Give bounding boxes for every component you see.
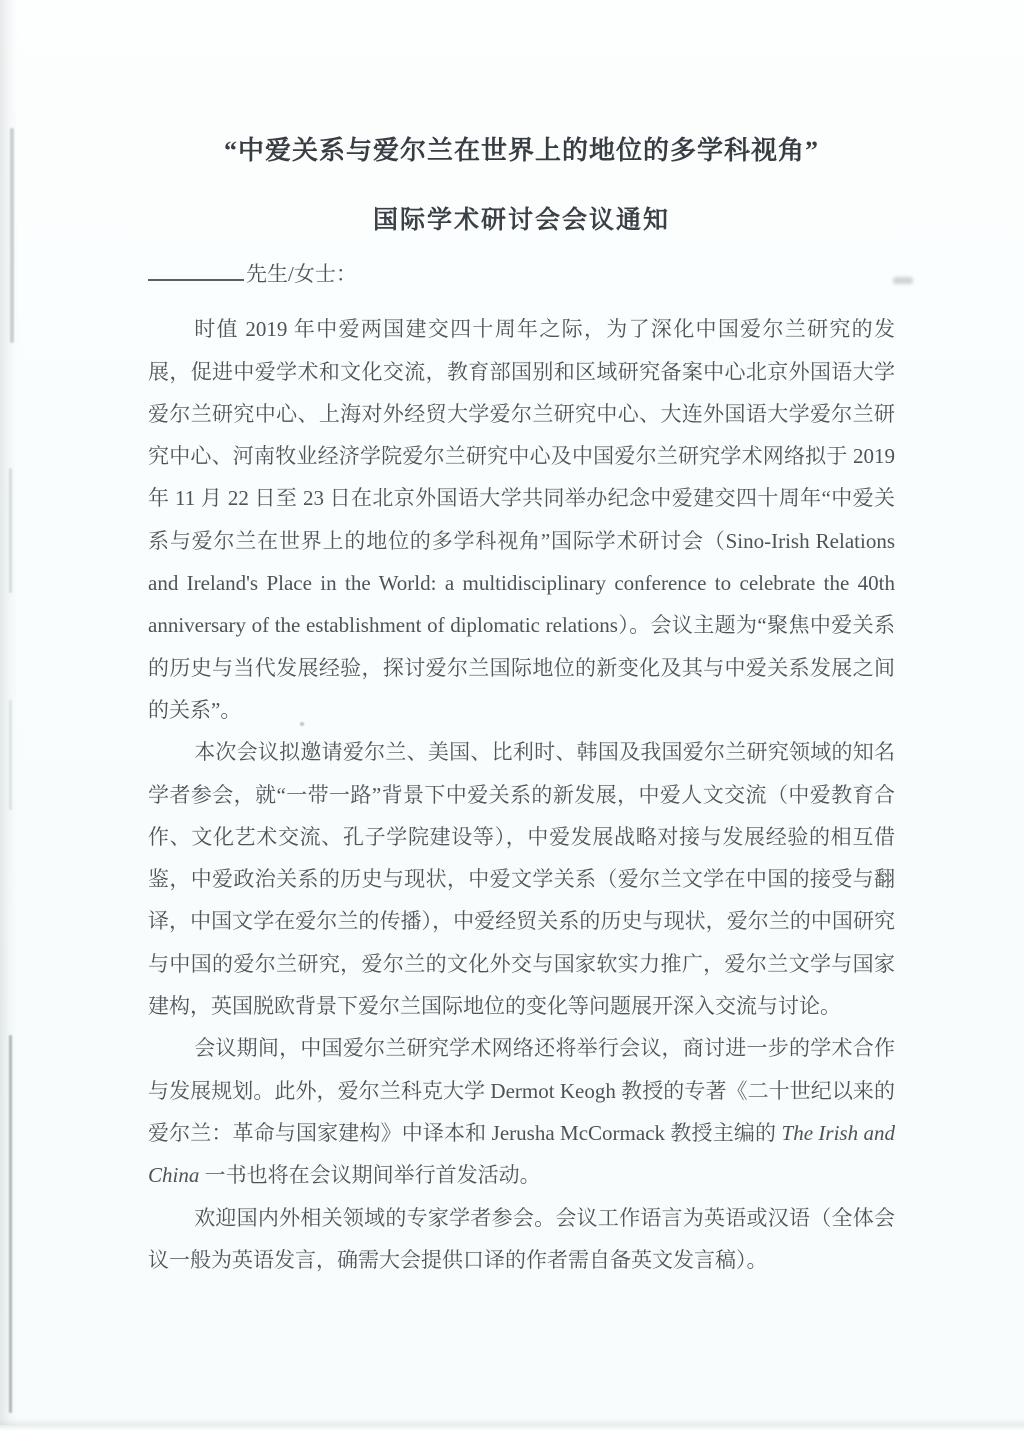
page-bottom-edge xyxy=(0,1418,1024,1439)
document-subtitle: 国际学术研讨会会议通知 xyxy=(372,207,670,234)
scan-smudge xyxy=(893,277,913,284)
document-title: “中爱关系与爱尔兰在世界上的地位的多学科视角” xyxy=(223,136,819,165)
salutation-line xyxy=(148,253,895,295)
document-body xyxy=(148,253,895,1281)
scan-speck xyxy=(300,722,304,726)
scanner-edge-streak xyxy=(9,700,12,810)
scanner-edge-streak xyxy=(9,468,12,593)
paragraph-1: 时值 2019 年中爱两国建交四十周年之际，为了深化中国爱尔兰研究的发展，促进中爱学术和文化交流，教育部国别和区域研究备案中心北京外国语大学爱尔兰研究中心、上海对外经贸大学爱尔兰研究中心、大连外国语大学爱尔兰研究中心、河南牧业经济学院爱尔兰研究中心及中国爱尔兰研究学术网络拟于 2019 年 11 月 22 日至 23 日在北京外国语大学共同举办纪念中爱建交四十周年“中爱关系与爱尔兰在世界上的地位的多学科视角”国际学术研讨会（Sino-Irish Relations and Ireland's Place in the World: a multidisciplinary conference to celebrate the 40th anniversary of the establishment of diplomatic relations）。会议主题为“聚焦中爱关系的历史与当代发展经验，探讨爱尔兰国际地位的新变化及其与中爱关系发展之间的关系”。 xyxy=(148,317,895,722)
scanner-edge-streak xyxy=(9,1035,12,1413)
paragraph-3: 会议期间，中国爱尔兰研究学术网络还将举行会议，商讨进一步的学术合作与发展规划。此外，爱尔兰科克大学 Dermot Keogh 教授的专著《二十世纪以来的爱尔兰：革命与国家建构》中译本和 Jerusha McCormack 教授主编的 The Irish and China 一书也将在会议期间举行首发活动。 xyxy=(148,1036,895,1188)
scanner-edge-streak xyxy=(10,128,14,343)
salutation-label: 先生/女士： xyxy=(246,262,357,286)
paragraph-4: 欢迎国内外相关领域的专家学者参会。会议工作语言为英语或汉语（全体会议一般为英语发言，确需大会提供口译的作者需自备英文发言稿）。 xyxy=(148,1205,895,1272)
paragraph-2: 本次会议拟邀请爱尔兰、美国、比利时、韩国及我国爱尔兰研究领域的知名学者参会，就“一带一路”背景下中爱关系的新发展，中爱人文交流（中爱教育合作、文化艺术交流、孔子学院建设等），中爱发展战略对接与发展经验的相互借鉴，中爱政治关系的历史与现状，中爱文学关系（爱尔兰文学在中国的接受与翻译，中国文学在爱尔兰的传播），中爱经贸关系的历史与现状，爱尔兰的中国研究与中国的爱尔兰研究，爱尔兰的文化外交与国家软实力推广，爱尔兰文学与国家建构，英国脱欧背景下爱尔兰国际地位的变化等问题展开深入交流与讨论。 xyxy=(148,740,895,1019)
salutation-blank-underline xyxy=(148,255,244,281)
